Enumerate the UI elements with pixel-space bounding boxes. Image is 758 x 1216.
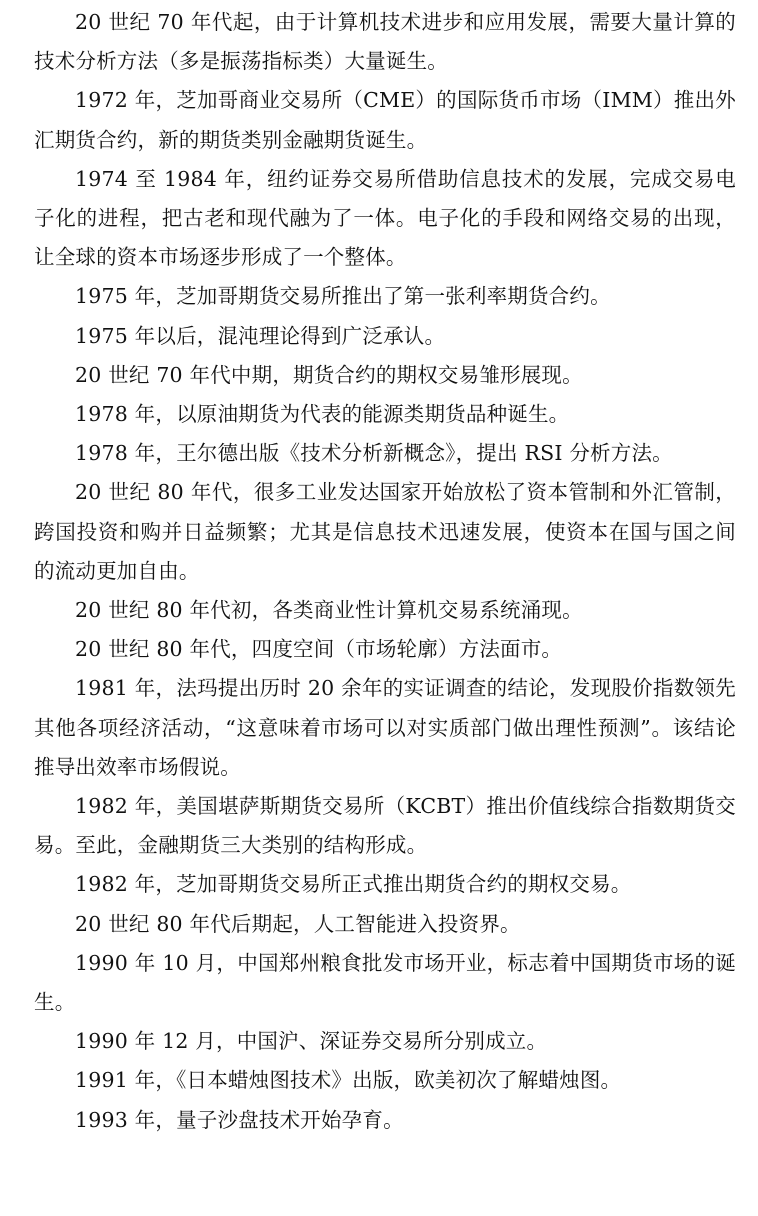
paragraph-11: 20 世纪 80 年代，四度空间（市场轮廓）方法面市。: [75, 637, 563, 662]
paragraph-15: 20 世纪 80 年代后期起，人工智能进入投资界。: [75, 911, 521, 936]
paragraph-1: 20 世纪 70 年代起，由于计算机技术进步和应用发展，需要大量计算的技术分析方法（多是振荡指标类）大量诞生。: [34, 10, 736, 74]
paragraph-6: 20 世纪 70 年代中期，期货合约的期权交易雏形展现。: [75, 362, 583, 387]
paragraph-10: 20 世纪 80 年代初，各类商业性计算机交易系统涌现。: [75, 598, 583, 623]
paragraph-19: 1993 年，量子沙盘技术开始孕育。: [75, 1107, 404, 1132]
paragraph-5: 1975 年以后，混沌理论得到广泛承认。: [75, 323, 446, 348]
paragraph-3: 1974 至 1984 年，纽约证券交易所借助信息技术的发展，完成交易电子化的进程，把古老和现代融为了一体。电子化的手段和网络交易的出现，让全球的资本市场逐步形成了一个整体。: [34, 166, 736, 270]
paragraph-13: 1982 年，美国堪萨斯期货交易所（KCBT）推出价值线综合指数期货交易。至此，金融期货三大类别的结构形成。: [34, 794, 736, 858]
paragraph-18: 1991 年，《日本蜡烛图技术》出版，欧美初次了解蜡烛图。: [75, 1068, 622, 1093]
paragraph-7: 1978 年，以原油期货为代表的能源类期货品种诞生。: [75, 402, 570, 427]
paragraph-8: 1978 年，王尔德出版《技术分析新概念》，提出 RSI 分析方法。: [75, 441, 673, 466]
paragraph-9: 20 世纪 80 年代，很多工业发达国家开始放松了资本管制和外汇管制，跨国投资和购并日益频繁；尤其是信息技术迅速发展，使资本在国与国之间的流动更加自由。: [34, 480, 736, 583]
paragraph-14: 1982 年，芝加哥期货交易所正式推出期货合约的期权交易。: [75, 872, 632, 897]
paragraph-12: 1981 年，法玛提出历时 20 余年的实证调查的结论，发现股价指数领先其他各项经济活动，“这意味着市场可以对实质部门做出理性预测”。该结论推导出效率市场假说。: [34, 676, 736, 779]
paragraph-17: 1990 年 12 月，中国沪、深证券交易所分别成立。: [75, 1029, 548, 1054]
paragraph-16: 1990 年 10 月，中国郑州粮食批发市场开业，标志着中国期货市场的诞生。: [34, 950, 736, 1015]
paragraph-2: 1972 年，芝加哥商业交易所（CME）的国际货币市场（IMM）推出外汇期货合约，新的期货类别金融期货诞生。: [34, 88, 736, 152]
paragraph-4: 1975 年，芝加哥期货交易所推出了第一张利率期货合约。: [75, 284, 611, 309]
